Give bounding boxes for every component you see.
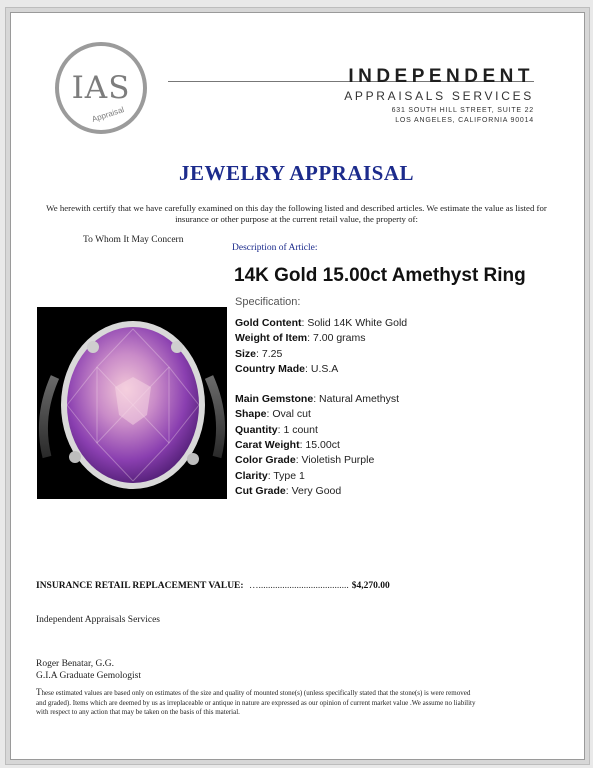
spec-cut-grade: Cut Grade: Very Good	[235, 484, 342, 497]
spec-spacer	[235, 377, 535, 392]
spec-shape: Shape: Oval cut	[235, 408, 311, 421]
disclaimer-text: These estimated values are based only on estimates of the size and quality of mounted stone(s) (unless specifically stated that the stone(s) is were removed and graded). Items which are deemed by us as irreplaceable or antique in nature are expressed as our opinion of current market value .We assume no liability with respect to any action that may be taken on the basis of this material.	[36, 687, 476, 717]
insurance-value-leader: …......................................	[248, 581, 349, 591]
signer-block	[36, 658, 141, 682]
spec-color-grade: Color Grade: Violetish Purple	[235, 454, 375, 467]
logo-letters: IAS	[71, 70, 131, 106]
spec-country: Country Made: U.S.A	[235, 362, 339, 375]
signer-name: Roger Benatar, G.G.	[36, 659, 114, 669]
owner-name: To Whom It May Concern	[83, 235, 184, 245]
ias-logo	[55, 42, 147, 134]
logo-subtitle: Appraisal	[90, 105, 126, 124]
document-title: JEWELRY APPRAISAL	[178, 161, 415, 185]
spec-main-gemstone: Main Gemstone: Natural Amethyst	[235, 393, 399, 406]
address-line-1: 631 SOUTH HILL STREET, SUITE 22	[391, 107, 534, 114]
spec-quantity: Quantity: 1 count	[235, 423, 318, 436]
specification-label: Specification:	[235, 296, 301, 308]
certification-statement: We herewith certify that we have carefully examined on this day the following listed and described articles. We estimate the value as listed for insurance or other purpose at the current retail value, the property of:	[46, 203, 547, 224]
company-subtitle: APPRAISALS SERVICES	[344, 89, 534, 103]
item-title: 14K Gold 15.00ct Amethyst Ring	[234, 265, 526, 286]
spec-size: Size: 7.25	[235, 347, 283, 360]
insurance-value-label: INSURANCE RETAIL REPLACEMENT VALUE:	[36, 581, 244, 591]
address-line-2: LOS ANGELES, CALIFORNIA 90014	[395, 117, 534, 124]
company-name: INDEPENDENT	[348, 66, 534, 87]
specification-list	[235, 316, 535, 499]
footer-company-name: Independent Appraisals Services	[36, 615, 160, 625]
signer-title: G.I.A Graduate Gemologist	[36, 671, 142, 681]
spec-clarity: Clarity: Type 1	[235, 469, 305, 482]
insurance-value-line	[36, 581, 390, 591]
spec-carat-weight: Carat Weight: 15.00ct	[235, 439, 340, 452]
insurance-value-amount: $4,270.00	[351, 581, 390, 591]
spec-gold-content: Gold Content: Solid 14K White Gold	[235, 317, 408, 329]
ring-photo	[37, 307, 227, 499]
spec-weight: Weight of Item: 7.00 grams	[235, 332, 366, 345]
description-label: Description of Article:	[232, 243, 318, 253]
amethyst-ring-image	[37, 307, 227, 499]
